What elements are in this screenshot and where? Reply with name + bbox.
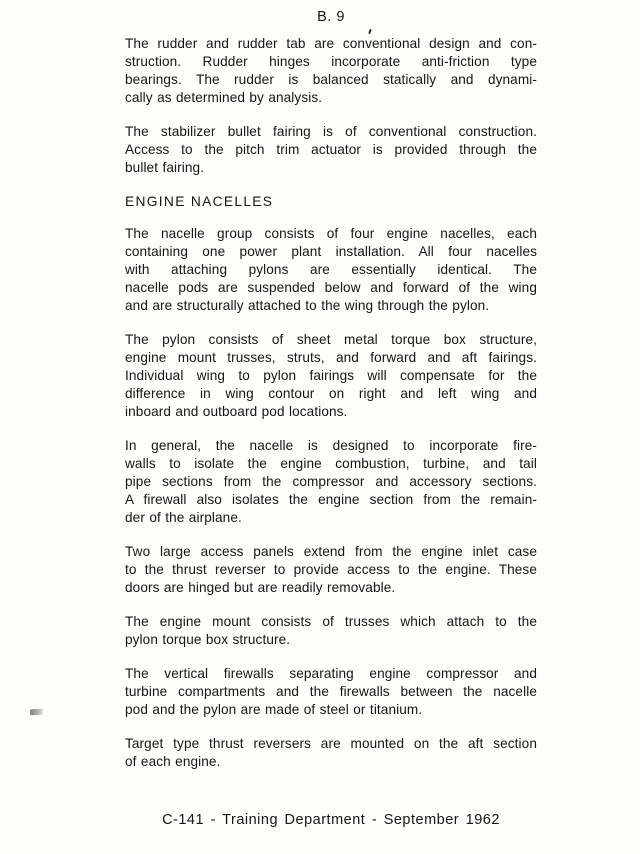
- text-line: Access to the pitch trim actuator is provided through the: [125, 142, 537, 157]
- text-line: bearings. The rudder is balanced statically and dynami-: [125, 72, 537, 87]
- text-line: difference in wing contour on right and left wing and: [125, 386, 537, 401]
- document-body: [125, 35, 537, 787]
- scan-speck-artifact: [368, 29, 372, 34]
- text-line: pipe sections from the compressor and accessory sections.: [125, 474, 537, 489]
- text-line: The stabilizer bullet fairing is of conventional construction.: [125, 124, 537, 139]
- section-heading-engine-nacelles: ENGINE NACELLES: [125, 194, 274, 209]
- text-line: nacelle pods are suspended below and forward of the wing: [125, 280, 537, 295]
- paragraph-firewalls: [125, 437, 537, 527]
- paragraph-access-panels: [125, 543, 537, 597]
- text-line: turbine compartments and the firewalls between the nacelle: [125, 684, 537, 699]
- text-line: and are structurally attached to the wing through the pylon.: [125, 298, 490, 313]
- text-line: inboard and outboard pod locations.: [125, 404, 348, 419]
- paragraph-stabilizer-fairing: [125, 123, 537, 177]
- text-line: The vertical firewalls separating engine compressor and: [125, 666, 537, 681]
- text-line: The nacelle group consists of four engine nacelles, each: [125, 226, 537, 241]
- paragraph-rudder: [125, 35, 537, 107]
- text-line: Target type thrust reversers are mounted on the aft section: [125, 736, 537, 751]
- text-line: doors are hinged but are readily removable.: [125, 580, 396, 595]
- paragraph-pylon: [125, 331, 537, 421]
- footer-caption: C-141 - Training Department - September 1962: [162, 812, 500, 828]
- text-line: pod and the pylon are made of steel or titanium.: [125, 702, 423, 717]
- text-line: The pylon consists of sheet metal torque box structure,: [125, 332, 537, 347]
- text-line: A firewall also isolates the engine section from the remain-: [125, 492, 537, 507]
- text-line: Two large access panels extend from the engine inlet case: [125, 544, 537, 559]
- paragraph-engine-mount: [125, 613, 537, 649]
- text-line: der of the airplane.: [125, 510, 242, 525]
- text-line: bullet fairing.: [125, 160, 205, 175]
- paragraph-thrust-reversers: [125, 735, 537, 771]
- paragraph-nacelle-group: [125, 225, 537, 315]
- text-line: In general, the nacelle is designed to incorporate fire-: [125, 438, 537, 453]
- text-line: The engine mount consists of trusses which attach to the: [125, 614, 537, 629]
- paragraph-vertical-firewalls: [125, 665, 537, 719]
- text-line: pylon torque box structure.: [125, 632, 291, 647]
- text-line: of each engine.: [125, 754, 221, 769]
- text-line: engine mount trusses, struts, and forward and aft fairings.: [125, 350, 537, 365]
- text-line: Individual wing to pylon fairings will compensate for the: [125, 368, 537, 383]
- text-line: The rudder and rudder tab are conventional design and con-: [125, 36, 537, 51]
- text-line: to the thrust reverser to provide access to the engine. These: [125, 562, 537, 577]
- text-line: struction. Rudder hinges incorporate anti-friction type: [125, 54, 537, 69]
- text-line: walls to isolate the engine combustion, turbine, and tail: [125, 456, 537, 471]
- text-line: with attaching pylons are essentially identical. The: [125, 262, 537, 277]
- scan-smudge-artifact: [30, 709, 43, 716]
- text-line: cally as determined by analysis.: [125, 90, 323, 105]
- page-number: B. 9: [317, 9, 345, 25]
- text-line: containing one power plant installation. All four nacelles: [125, 244, 537, 259]
